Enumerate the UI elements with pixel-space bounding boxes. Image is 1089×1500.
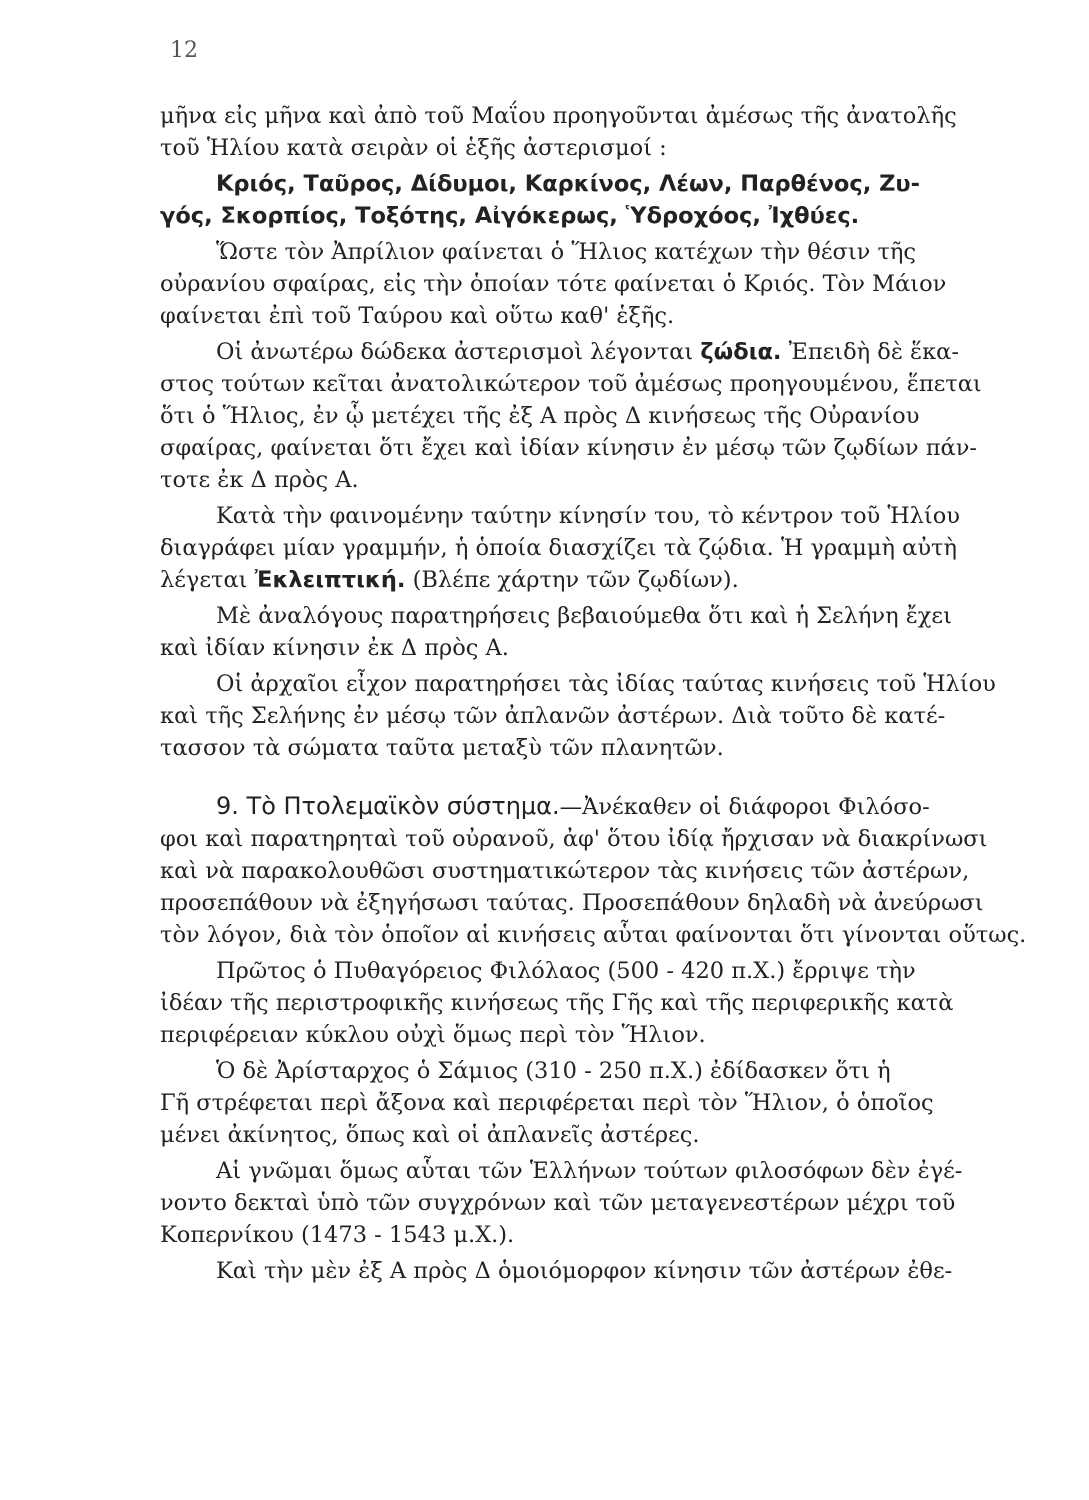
text-line: [160, 236, 1026, 268]
text-line: [160, 1119, 1026, 1151]
text-segment: Γῆ στρέφεται περὶ ἄξονα καὶ περιφέρεται περὶ τὸν Ἥλιον, ὁ ὁποῖος: [160, 1090, 934, 1116]
paragraph: [160, 668, 1026, 764]
text-segment: Ὥστε τὸν Ἀπρίλιον φαίνεται ὁ Ἥλιος κατέχων τὴν θέσιν τῆς: [216, 239, 917, 265]
text-line: [160, 600, 1026, 632]
text-line: [160, 200, 1026, 232]
page-number: 12: [170, 38, 198, 63]
text-line: [160, 464, 1026, 496]
text-line: [160, 532, 1026, 564]
text-line: [160, 1187, 1026, 1219]
text-line: [160, 700, 1026, 732]
text-line: [160, 132, 1026, 164]
text-segment: τὸν λόγον, διὰ τὸν ὁποῖον αἱ κινήσεις αὗται φαίνονται ὅτι γίνονται οὕτως.: [160, 922, 1027, 948]
text-segment: Πρῶτος ὁ Πυθαγόρειος Φιλόλαος (500 - 420 π.Χ.) ἔρριψε τὴν: [216, 958, 916, 984]
text-segment: τοῦ Ἡλίου κατὰ σειρὰν οἱ ἑξῆς ἀστερισμοί :: [160, 135, 667, 161]
text-line: [160, 955, 1026, 987]
paragraph: [160, 168, 1026, 232]
section-heading: 9. Τὸ Πτολεμαϊκὸν σύστημα.: [216, 792, 560, 820]
text-segment: Ἐπειδὴ δὲ ἕκα-: [781, 339, 959, 365]
text-line: [160, 432, 1026, 464]
text-segment: Κατὰ τὴν φαινομένην ταύτην κίνησίν του, τὸ κέντρον τοῦ Ἡλίου: [216, 503, 960, 529]
text-segment: ἰδέαν τῆς περιστροφικῆς κινήσεως τῆς Γῆς καὶ τῆς περιφερικῆς κατὰ: [160, 990, 954, 1016]
text-segment: ὅτι ὁ Ἥλιος, ἐν ᾧ μετέχει τῆς ἐξ Α πρὸς Δ κινήσεως τῆς Οὐρανίου: [160, 403, 920, 429]
paragraph: [160, 1055, 1026, 1151]
text-segment: νοντο δεκταὶ ὑπὸ τῶν συγχρόνων καὶ τῶν μεταγενεστέρων μέχρι τοῦ: [160, 1190, 956, 1216]
text-segment: οὐρανίου σφαίρας, εἰς τὴν ὁποίαν τότε φαίνεται ὁ Κριός. Τὸν Μάιον: [160, 271, 947, 297]
paragraph: [160, 336, 1026, 496]
paragraph: [160, 1155, 1026, 1251]
text-line: [160, 1087, 1026, 1119]
body-text: [160, 100, 1026, 1287]
text-line: [160, 1055, 1026, 1087]
text-segment: —Ἀνέκαθεν οἱ διάφοροι Φιλόσο-: [559, 794, 930, 820]
bold-term: ζώδια.: [700, 339, 782, 365]
bold-term: Ἐκλειπτική.: [254, 567, 406, 593]
text-segment: τασσον τὰ σώματα ταῦτα μεταξὺ τῶν πλανητῶν.: [160, 735, 724, 761]
text-line: [160, 336, 1026, 368]
text-segment: καὶ τῆς Σελήνης ἐν μέσῳ τῶν ἀπλανῶν ἀστέρων. Διὰ τοῦτο δὲ κατέ-: [160, 703, 946, 729]
text-line: [160, 668, 1026, 700]
bold-term: Κριός, Ταῦρος, Δίδυμοι, Καρκίνος, Λέων, Παρθένος, Ζυ-: [216, 171, 920, 197]
text-segment: (Βλέπε χάρτην τῶν ζῳδίων).: [405, 567, 739, 593]
text-line: [160, 100, 1026, 132]
text-line: [160, 823, 1026, 855]
text-segment: προσεπάθουν νὰ ἐξηγήσωσι ταύτας. Προσεπάθουν δηλαδὴ νὰ ἀνεύρωσι: [160, 890, 984, 916]
text-segment: στος τούτων κεῖται ἀνατολικώτερον τοῦ ἀμέσως προηγουμένου, ἕπεται: [160, 371, 982, 397]
text-line: [160, 500, 1026, 532]
text-segment: περιφέρειαν κύκλου οὐχὶ ὅμως περὶ τὸν Ἥλιον.: [160, 1022, 706, 1048]
text-line: [160, 564, 1026, 596]
text-line: [160, 268, 1026, 300]
text-segment: καὶ ἰδίαν κίνησιν ἐκ Δ πρὸς Α.: [160, 635, 509, 661]
text-segment: σφαίρας, φαίνεται ὅτι ἔχει καὶ ἰδίαν κίνησιν ἐν μέσῳ τῶν ζῳδίων πάν-: [160, 435, 977, 461]
text-line: [160, 368, 1026, 400]
bold-term: γός, Σκορπίος, Τοξότης, Αἰγόκερως, Ὑδροχόος, Ἰχθύες.: [160, 203, 860, 229]
text-line: [160, 855, 1026, 887]
paragraph: [160, 955, 1026, 1051]
text-segment: καὶ νὰ παρακολουθῶσι συστηματικώτερον τὰς κινήσεις τῶν ἀστέρων,: [160, 858, 970, 884]
text-line: [160, 1019, 1026, 1051]
paragraph: [160, 100, 1026, 164]
text-segment: Οἱ ἀνωτέρω δώδεκα ἀστερισμοὶ λέγονται: [216, 339, 701, 365]
text-segment: διαγράφει μίαν γραμμήν, ἡ ὁποία διασχίζει τὰ ζῴδια. Ἡ γραμμὴ αὐτὴ: [160, 535, 957, 561]
text-segment: Κοπερνίκου (1473 - 1543 μ.Χ.).: [160, 1222, 515, 1248]
paragraph: [160, 600, 1026, 664]
paragraph: [160, 500, 1026, 596]
paragraph: [160, 790, 1026, 951]
text-segment: φαίνεται ἐπὶ τοῦ Ταύρου καὶ οὕτω καθ' ἑξῆς.: [160, 303, 675, 329]
text-segment: Καὶ τὴν μὲν ἐξ Α πρὸς Δ ὁμοιόμορφον κίνησιν τῶν ἀστέρων ἐθε-: [216, 1258, 953, 1284]
text-segment: Αἱ γνῶμαι ὅμως αὗται τῶν Ἑλλήνων τούτων φιλοσόφων δὲν ἐγέ-: [216, 1158, 963, 1184]
text-segment: Μὲ ἀναλόγους παρατηρήσεις βεβαιούμεθα ὅτι καὶ ἡ Σελήνη ἔχει: [216, 603, 952, 629]
text-line: [160, 1255, 1026, 1287]
text-line: [160, 919, 1026, 951]
text-line: [160, 1155, 1026, 1187]
text-segment: φοι καὶ παρατηρηταὶ τοῦ οὐρανοῦ, ἀφ' ὅτου ἰδίᾳ ἤρχισαν νὰ διακρίνωσι: [160, 826, 988, 852]
text-line: [160, 887, 1026, 919]
text-line: [160, 300, 1026, 332]
text-line: [160, 987, 1026, 1019]
text-line: [160, 790, 1026, 823]
text-line: [160, 732, 1026, 764]
text-segment: Οἱ ἀρχαῖοι εἶχον παρατηρήσει τὰς ἰδίας ταύτας κινήσεις τοῦ Ἡλίου: [216, 671, 996, 697]
text-line: [160, 632, 1026, 664]
text-line: [160, 1219, 1026, 1251]
text-segment: Ὁ δὲ Ἀρίσταρχος ὁ Σάμιος (310 - 250 π.Χ.) ἐδίδασκεν ὅτι ἡ: [216, 1058, 891, 1084]
text-segment: λέγεται: [160, 567, 255, 593]
text-segment: μῆνα εἰς μῆνα καὶ ἀπὸ τοῦ Μαΐου προηγοῦνται ἀμέσως τῆς ἀνατολῆς: [160, 103, 957, 129]
text-segment: τοτε ἐκ Δ πρὸς Α.: [160, 467, 359, 493]
text-line: [160, 168, 1026, 200]
paragraph: [160, 236, 1026, 332]
paragraph: [160, 1255, 1026, 1287]
text-segment: μένει ἀκίνητος, ὅπως καὶ οἱ ἀπλανεῖς ἀστέρες.: [160, 1122, 700, 1148]
text-line: [160, 400, 1026, 432]
